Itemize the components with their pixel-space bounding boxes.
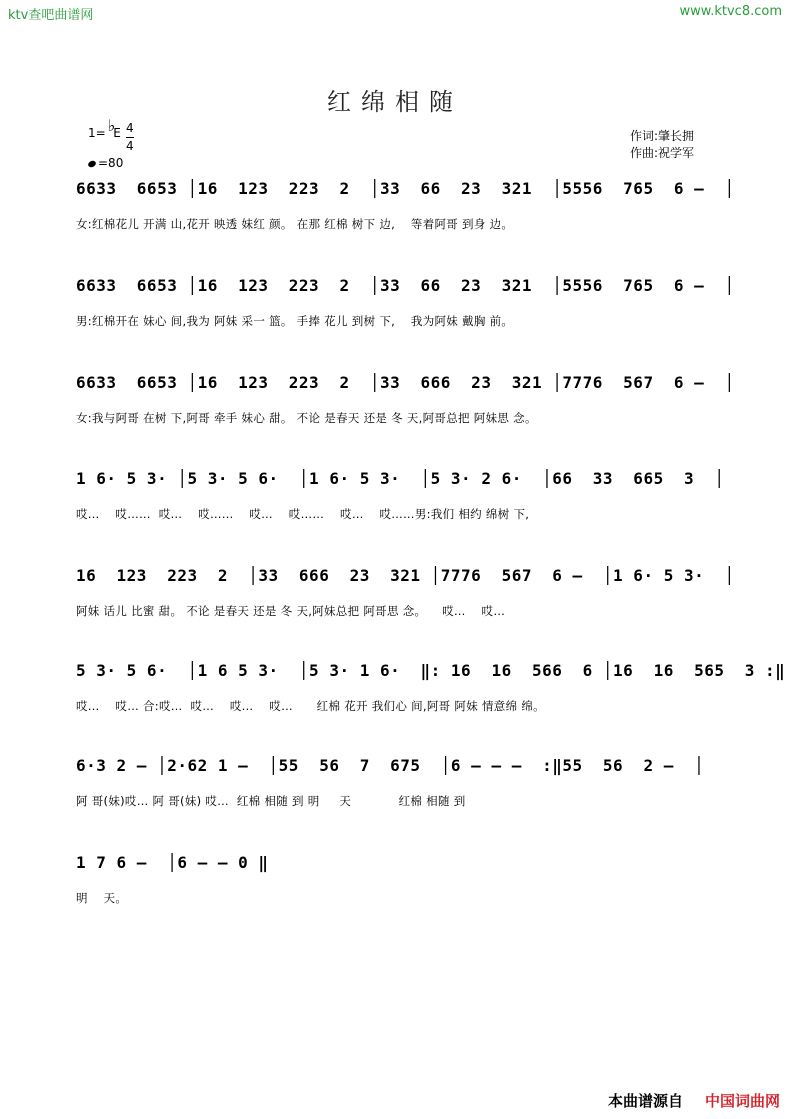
lyric-line: 明 天。: [76, 891, 128, 905]
watermark-left: ktv查吧曲谱网: [8, 8, 94, 23]
score-system-3: [76, 360, 736, 438]
lyric-line: 哎… 哎…… 哎… 哎…… 哎… 哎…… 哎… 哎……男:我们 相约 绵树 下,: [76, 507, 530, 521]
lyricist-credit: 作词:肇长拥: [630, 129, 695, 143]
time-signature: [126, 120, 134, 155]
notation-line: 6633 6653 │16 123 223 2 │33 66 23 321 │5556 765 6 – │: [76, 179, 735, 198]
score-system-5: [76, 553, 736, 631]
lyric-line: 女:我与阿哥 在树 下,阿哥 牵手 妹心 甜。 不论 是春天 还是 冬 天,阿哥总把 阿妹思 念。: [76, 411, 537, 425]
notation-line: 6633 6653 │16 123 223 2 │33 666 23 321 │7776 567 6 – │: [76, 373, 735, 392]
key-note: E: [113, 126, 121, 140]
score-system-8: [76, 840, 736, 918]
lyric-line: 阿妹 话儿 比蜜 甜。 不论 是春天 还是 冬 天,阿妹总把 阿哥思 念。 哎… 哎…: [76, 604, 506, 618]
notation-line: 1 6· 5 3· │5 3· 5 6· │1 6· 5 3· │5 3· 2 6· │66 33 665 3 │: [76, 469, 725, 488]
watermark-right: www.ktvc8.com: [679, 4, 782, 19]
meter-bottom: 4: [126, 139, 134, 153]
tempo-value: =80: [98, 156, 124, 170]
key-signature: [88, 116, 121, 141]
footer-source: [608, 1090, 780, 1111]
flat-symbol: ♭: [107, 116, 116, 135]
lyric-line: 哎… 哎… 合:哎… 哎… 哎… 哎… 红棉 花开 我们心 间,阿哥 阿妹 情意绵 绵。: [76, 699, 545, 713]
key-prefix: 1=: [88, 126, 106, 140]
score-system-6: [76, 648, 786, 726]
notation-line: 1 7 6 – │6 – – 0 ‖: [76, 853, 269, 872]
score-system-2: [76, 263, 736, 341]
lyric-line: 阿 哥(妹)哎… 阿 哥(妹) 哎… 红棉 相随 到 明 天 红棉 相随 到: [76, 794, 466, 808]
score-system-1: [76, 166, 736, 244]
score-system-7: [76, 743, 736, 821]
credits: [630, 128, 694, 162]
notation-line: 6·3 2 – │2·62 1 – │55 56 7 675 │6 – – – :‖55 56 2 – │: [76, 756, 705, 775]
composer-credit: 作曲:祝学军: [630, 146, 695, 160]
notation-line: 6633 6653 │16 123 223 2 │33 66 23 321 │5556 765 6 – │: [76, 276, 735, 295]
meter-top: 4: [126, 120, 134, 138]
song-title: 红绵相随: [327, 88, 463, 116]
footer-site-name: 中国词曲网: [704, 1092, 780, 1110]
score-system-4: [76, 456, 736, 534]
notation-line: 5 3· 5 6· │1 6 5 3· │5 3· 1 6· ‖: 16 16 566 6 │16 16 565 3 :‖: [76, 661, 786, 680]
footer-source-label: 本曲谱源自: [607, 1092, 683, 1110]
lyric-line: 男:红棉开在 妹心 间,我为 阿妹 采一 篮。 手捧 花儿 到树 下, 我为阿妹 戴胸 前。: [76, 314, 514, 328]
lyric-line: 女:红棉花儿 开满 山,花开 映透 妹红 颜。 在那 红棉 树下 边, 等着阿哥 到身 边。: [76, 217, 514, 231]
notation-line: 16 123 223 2 │33 666 23 321 │7776 567 6 – │1 6· 5 3· │: [76, 566, 735, 585]
